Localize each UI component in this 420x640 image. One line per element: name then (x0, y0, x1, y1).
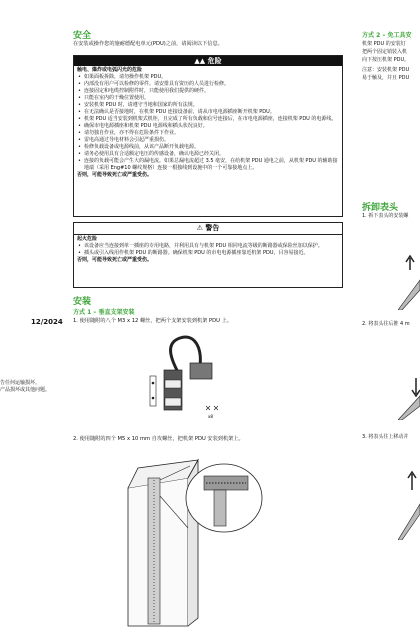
danger-list (77, 74, 339, 172)
pdu-illustration-1 (398, 250, 420, 310)
danger-item: • 机架 PDU 适当安装到机架式机柜，且完成了所有负载和信号连接后，在市电电源插座，连接机架 PDU 的电源线。 (84, 116, 339, 123)
danger-item: • 请务必使用具有合适额定电压的传感设备，确认电源已经关闭。 (84, 151, 339, 158)
danger-item: • 雷电高通过导电材料会引起严重损伤。 (84, 137, 339, 144)
method2-line-4: 注意：安装机架 PDU (362, 67, 410, 73)
warning-triangle-icon: ⚠ (196, 224, 203, 232)
warning-triangle-icon: ▲▲ (194, 57, 206, 65)
svg-text:x8: x8 (208, 414, 213, 419)
remove-step3: 3. 将表头往上移动并 (362, 434, 409, 440)
warning-box (73, 222, 343, 288)
rack-illustration (108, 448, 268, 628)
danger-item: • 内部没有用户可以检修的零件。请安排具有资历的人员进行检修。 (84, 81, 339, 88)
danger-subheader: 触电、爆炸或电弧闪光的危险 (77, 67, 143, 73)
safety-intro: 在安装或操作您的施耐德配电单元(PDU)之前，请阅读以下信息。 (73, 41, 223, 47)
danger-item: • 确保市电电源插座和机架 PDU 电源线和插头状况良好。 (84, 123, 339, 130)
pdu-illustration-2 (398, 360, 420, 420)
safety-title: 安全 (73, 31, 92, 41)
margin-text-2: 产品损坏或其他问题。 (0, 387, 51, 393)
danger-item: • 安装机架 PDU 时，请遵守当地和国家的所有法规。 (84, 102, 339, 109)
remove-step2: 2. 将表头往后推 4 m (362, 321, 410, 327)
warning-header: ⚠ 警告 (74, 223, 342, 235)
danger-box (73, 55, 343, 217)
danger-item: • 连接的负载可能会产生大的漏电流。如果总漏电流超过 3.5 毫安，在给机架 PDU 通电之前，从机架 PDU 的辅助接地端（采用 Eng#10 螺纹规格）连接一根独线到设施中的一个可靠接地点上。 (84, 158, 339, 172)
install-step2: 2. 使用随附的四个 M5 x 10 mm 自攻螺丝，把机架 PDU 安装到机架上。 (73, 436, 244, 442)
remove-title: 拆卸表头 (362, 203, 399, 213)
danger-item: • 连接固定和电缆控制附件时，只能使用我们提供的硬件。 (84, 88, 339, 95)
method2-line-5: 易于触及，并且 PDU (362, 75, 410, 81)
pdu-illustration-3 (398, 460, 420, 540)
document-date: 12/2024 (31, 318, 63, 326)
warning-item: • 插头或引入线用作机架 PDU 的断路器。确保机架 PDU 的市电电源插座靠近机架 PDU，目容易接近。 (84, 250, 339, 257)
danger-footer: 否则，可能导致死亡或严重受伤。 (77, 172, 153, 178)
warning-item: • 该设备应当连接到单一插座的专用电路，并利用具有与机架 PDU 相同电流等级的断路器或保险丝加以保护。 (84, 243, 339, 250)
danger-item: • 在无法确认是否接地时，在机架 PDU 连接设备前，请从市电电源插座断开机架 PDU。 (84, 109, 339, 116)
margin-text-1: 告任何运输损坏。 (0, 380, 41, 386)
bracket-illustration (140, 328, 230, 420)
danger-item: • 只能在室内的干燥位置使用。 (84, 95, 339, 102)
warning-footer: 否则，可能导致死亡或严重受伤。 (77, 257, 153, 263)
method2-line-1: 机架 PDU 的安装钉 (362, 41, 406, 47)
danger-item: • 如果面板拆除，请勿操作机架 PDU。 (84, 74, 339, 81)
danger-header: ▲▲ 危险 (74, 56, 342, 66)
danger-item: • 检修负载设备或电源线前，从该产品断开负载电源。 (84, 144, 339, 151)
install-step1: 1. 使用随附的八个 M3 x 12 螺丝，把两个支架安装到机架 PDU 上。 (73, 318, 232, 324)
install-method1: 方式 1 – 垂直支架安装 (73, 309, 135, 316)
install-title: 安装 (73, 297, 92, 307)
warning-list (77, 243, 339, 257)
remove-step1: 1. 拆下表头的安装螺 (362, 213, 409, 219)
method2-line-2: 把两个固定销装入机 (362, 49, 408, 55)
warning-subheader: 起火危险 (77, 236, 98, 242)
method2-title: 方式 2 – 免工具安 (362, 32, 412, 39)
danger-item: • 请勿独自作业，亦不得在危险条件下作业。 (84, 130, 339, 137)
method2-line-3: 向下按压机架 PDU。 (362, 57, 410, 63)
